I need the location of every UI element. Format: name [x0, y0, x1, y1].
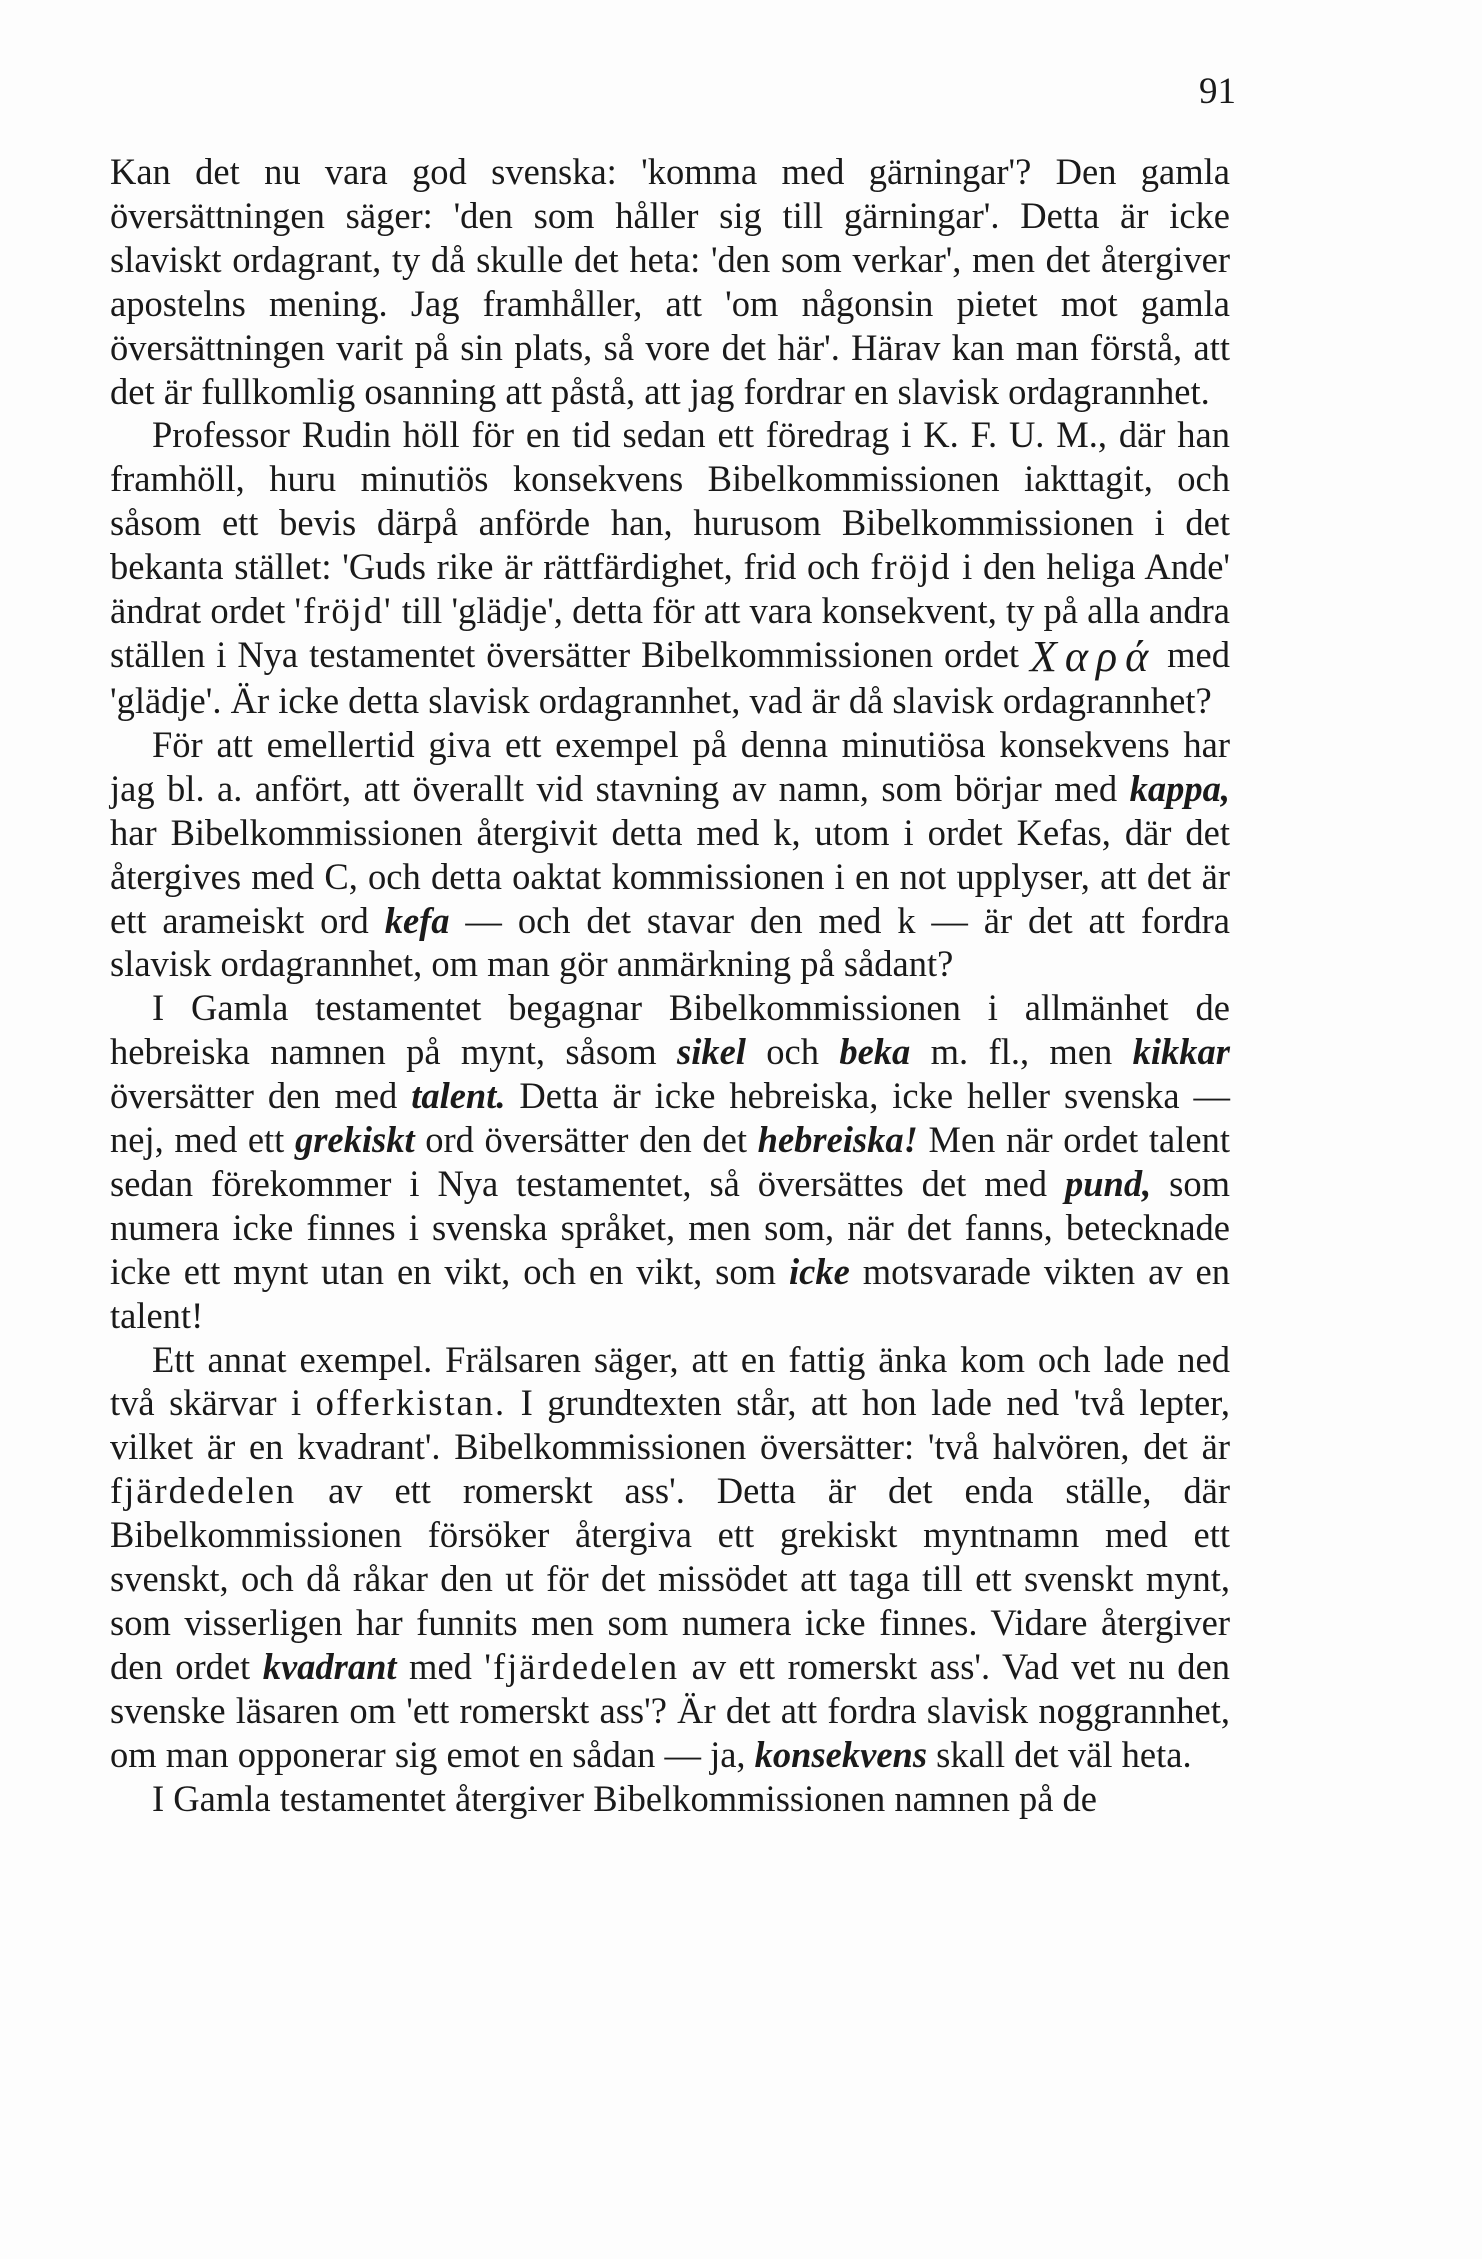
emphasized-term: hebreiska!	[757, 1119, 918, 1161]
text-run: med 'glädje'. Är icke detta slavisk ordagrannhet, vad är då slavisk ordagrannhet?	[110, 633, 1230, 721]
text-run: med	[396, 1645, 485, 1687]
spaced-term: fröjd	[870, 546, 952, 588]
text-run: översätter den med	[110, 1075, 412, 1117]
text-run: Ett annat exempel. Frälsaren säger, att en fattig änka kom och lade ned två skärvar i	[110, 1338, 1230, 1424]
emphasized-term: konsekvens	[754, 1733, 928, 1775]
spaced-term: 'fröjd'	[294, 590, 393, 632]
text-run: I Gamla testamentet återgiver Bibelkommissionen namnen på de	[152, 1777, 1098, 1819]
emphasized-term: kikkar	[1132, 1031, 1230, 1073]
emphasized-term: kvadrant	[262, 1645, 397, 1687]
text-run: Men när ordet talent sedan förekommer i Nya testamentet, så översättes det med	[110, 1119, 1230, 1204]
paragraph	[110, 150, 1230, 413]
paragraph	[110, 1777, 1230, 1821]
emphasized-term: icke	[788, 1250, 850, 1292]
text-run: m. fl., men	[910, 1031, 1133, 1073]
text-run: till 'glädje', detta för att vara konsekvent, ty på alla andra ställen i Nya testamentet översätter Bibelkommissionen ordet	[110, 590, 1230, 675]
emphasized-term: kefa	[384, 899, 450, 941]
text-run: har Bibelkommissionen återgivit detta med k, utom i ordet Kefas, där det återgives med C, och detta oaktat kommissionen i en not upplyser, att det är ett arameiskt ord	[110, 811, 1230, 941]
text-run: I grundtexten står, att hon lade ned 'två lepter, vilket är en kvadrant'. Bibelkommissionen översätter: 'två halvören, det är	[110, 1382, 1230, 1468]
text-run: Kan det nu vara god svenska: 'komma med gärningar'? Den gamla översättningen säger: 'den som håller sig till gärningar'. Detta är icke slaviskt ordagrant, ty då skulle det heta: 'den som verkar', men det återgiver apostelns mening. Jag framhåller, att 'om någonsin pietet mot gamla översättningen varit på sin plats, så vore det här'. Härav kan man förstå, att det är fullkomlig osanning att påstå, att jag fordrar en slavisk ordagrannhet.	[110, 151, 1230, 412]
text-run: För att emellertid giva ett exempel på denna minutiösa konsekvens har jag bl. a. anfört, att överallt vid stavning av namn, som börjar med	[110, 723, 1230, 809]
text-run: av ett romerskt ass'. Detta är det enda ställe, där Bibelkommissionen försöker återgiva ett grekiskt myntnamn med ett svenskt, och då råkar den ut för det missödet att taga till ett svenskt mynt, som visserligen har funnits men som numera icke finnes. Vidare återgiver den ordet	[110, 1470, 1230, 1687]
spaced-term: offerkistan.	[315, 1382, 507, 1424]
spaced-term: fjärdedelen	[110, 1470, 297, 1512]
paragraph	[110, 1338, 1230, 1777]
body-text	[110, 150, 1230, 1821]
text-run: Professor Rudin höll för en tid sedan ett föredrag i K. F. U. M., där han framhöll, huru minutiös konsekvens Bibelkommissionen iakttagit, och såsom ett bevis därpå anförde han, hurusom Bibelkommissionen i det bekanta stället: 'Guds rike är rättfärdighet, frid och	[110, 414, 1230, 588]
text-run: motsvarade vikten av en talent!	[110, 1250, 1230, 1336]
emphasized-term: pund,	[1064, 1162, 1152, 1204]
spaced-term: 'fjärdedelen	[484, 1645, 680, 1687]
text-run: som numera icke finnes i svenska språket, men som, när det fanns, betecknade icke ett mynt utan en vikt, och en vikt, som	[110, 1162, 1230, 1292]
text-run: av ett romerskt ass'. Vad vet nu den svenske läsaren om 'ett romerskt ass'? Är det att fordra slavisk noggrannhet, om man opponerar sig emot en sådan — ja,	[110, 1645, 1231, 1775]
text-run: ord översätter den det	[414, 1119, 758, 1161]
text-run: I Gamla testamentet begagnar Bibelkommissionen i allmänhet de hebreiska namnen på mynt, såsom	[110, 987, 1230, 1073]
page-number: 91	[1199, 71, 1236, 112]
paragraph	[110, 723, 1230, 986]
emphasized-term: beka	[839, 1031, 911, 1073]
text-run: och	[745, 1031, 840, 1073]
text-run: skall det väl heta.	[927, 1733, 1192, 1775]
greek-word: Χαρά	[1030, 631, 1157, 681]
paragraph	[110, 986, 1230, 1337]
text-run: i den heliga Ande' ändrat ordet	[110, 546, 1230, 632]
text-run: Detta är icke hebreiska, icke heller svenska — nej, med ett	[110, 1075, 1230, 1161]
emphasized-term: grekiskt	[294, 1119, 415, 1161]
emphasized-term: kappa,	[1129, 767, 1230, 809]
paragraph	[110, 413, 1230, 722]
text-run: — och det stavar den med k — är det att fordra slavisk ordagrannhet, om man gör anmärkning på sådant?	[110, 899, 1230, 985]
emphasized-term: sikel	[677, 1031, 746, 1073]
emphasized-term: talent.	[411, 1075, 506, 1117]
